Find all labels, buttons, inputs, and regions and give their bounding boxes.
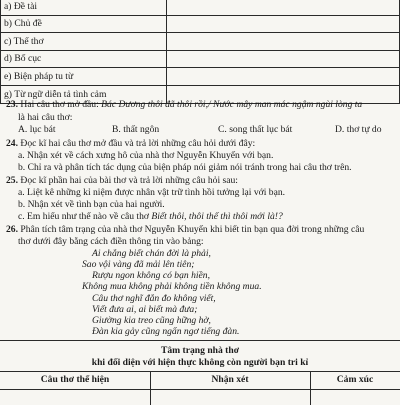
question-number: 23. (6, 99, 18, 110)
sub-question-b: b. Chỉ ra và phân tích tác dụng của biện pháp nói giảm nói tránh trong hai câu thơ trên. (18, 162, 352, 173)
poem-quote: Bác Dương thôi đã thôi rồi,/ Nước mây man mác ngậm ngùi lòng ta (101, 99, 363, 110)
question-25 (6, 175, 238, 187)
question-text: Đọc kĩ hai câu thơ mở đầu và trả lời những câu hỏi dưới đây: (20, 138, 256, 149)
option-a: A. lục bát (18, 124, 56, 135)
poem-line: Giường kia treo cũng hững hờ, (92, 315, 211, 326)
mood-table (0, 340, 400, 405)
question-text: Hai câu thơ mở đầu: (20, 99, 102, 110)
table-row (1, 0, 400, 15)
poem-line: Đàn kia gảy cũng ngẩn ngơ tiếng đàn. (92, 326, 240, 337)
poem-line: Viết đưa ai, ai biết mà đưa; (92, 304, 198, 315)
table-row (1, 68, 400, 86)
sub-question-c (18, 211, 283, 223)
question-26 (6, 224, 364, 236)
question-23-cont: là hai câu thơ: (18, 112, 73, 123)
criteria-label: e) Biện pháp tu từ (1, 68, 167, 86)
column-header: Nhận xét (211, 374, 249, 385)
poem-line: Không mua không phải không tiền không mua. (82, 281, 262, 292)
question-number: 25. (6, 175, 18, 186)
poem-line: Câu thơ nghĩ đắn đo không viết, (92, 293, 216, 304)
criteria-label: g) Từ ngữ diễn tả tình cảm (1, 85, 167, 103)
mood-table-subtitle: khi đối diện với hiện thực không còn người bạn tri kỉ (91, 357, 309, 368)
table-row (1, 50, 400, 68)
question-text: Phân tích tâm trạng của nhà thơ Nguyễn Khuyến khi biết tin bạn qua đời trong những câu (20, 224, 365, 235)
question-number: 24. (6, 138, 18, 149)
poem-line: Sao vội vàng đã mải lên tiên; (82, 259, 195, 270)
criteria-value (167, 0, 400, 15)
option-b: B. thất ngôn (112, 124, 160, 135)
question-text: Đọc kĩ phần hai của bài thơ và trả lời những câu hỏi sau: (20, 175, 238, 186)
question-number: 26. (6, 224, 18, 235)
poem-line: Rượu ngon không có bạn hiền, (92, 270, 210, 281)
poem-quote: Biết thôi, thôi thế thì thôi mới là!? (151, 211, 283, 222)
poem-line: Ai chẳng biết chán đời là phải, (92, 248, 211, 259)
mood-table-title: Tâm trạng nhà thơ (160, 345, 240, 356)
question-23 (6, 99, 362, 111)
column-header: Cảm xúc (336, 374, 374, 385)
criteria-value (167, 68, 400, 86)
criteria-label: b) Chủ đề (1, 15, 167, 33)
sub-question-a: a. Liệt kê những kỉ niệm được nhân vật trữ tình hồi tưởng lại với bạn. (18, 187, 286, 198)
mood-table-columns (0, 371, 400, 390)
mood-table-header (0, 341, 400, 372)
column-header: Câu thơ thể hiện (40, 374, 110, 385)
option-d: D. thơ tự do (335, 124, 382, 135)
sub-question-a: a. Nhận xét về cách xưng hô của nhà thơ Nguyễn Khuyến với bạn. (18, 150, 274, 161)
sub-question-b: b. Nhận xét về tình bạn của hai người. (18, 199, 165, 210)
table-row (1, 33, 400, 51)
table-row (1, 15, 400, 33)
criteria-label: d) Bố cục (1, 50, 167, 68)
question-26-cont: thơ dưới đây bằng cách điền thông tin vào bảng: (18, 236, 204, 247)
criteria-label: c) Thể thơ (1, 33, 167, 51)
criteria-label: a) Đề tài (1, 0, 167, 15)
question-24 (6, 138, 255, 150)
criteria-value (167, 50, 400, 68)
criteria-value (167, 33, 400, 51)
sub-question-text: c. Em hiểu như thế nào về câu thơ (18, 211, 152, 222)
criteria-value (167, 15, 400, 33)
criteria-table (0, 0, 400, 104)
option-c: C. song thất lục bát (218, 124, 293, 135)
